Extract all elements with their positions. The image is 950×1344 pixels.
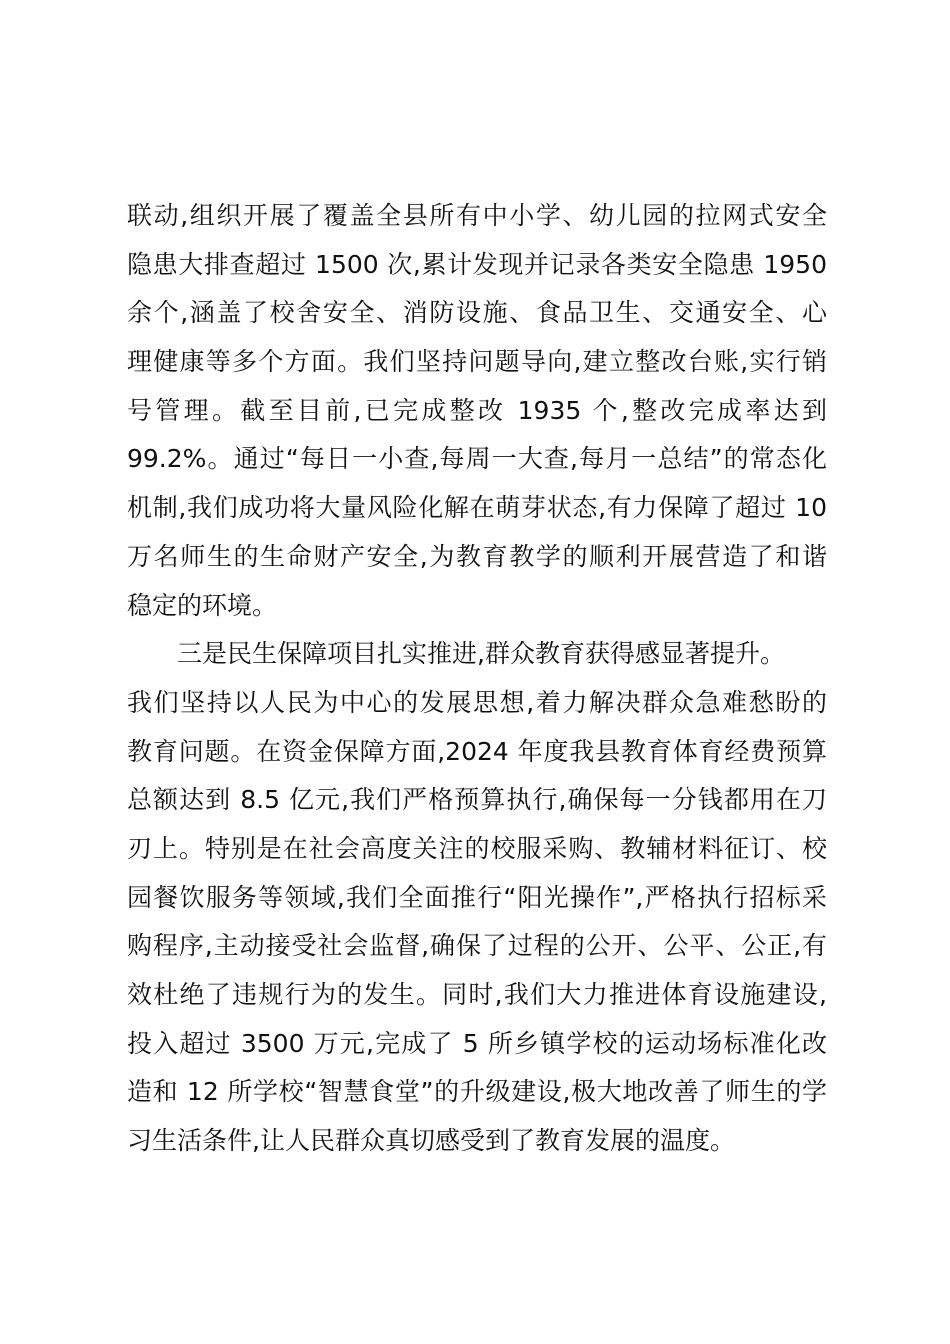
text-line: 号管理。截至目前,已完成整改 1935 个,整改完成率达到 — [127, 395, 827, 425]
document-body — [127, 192, 827, 1166]
text-line: 教育问题。在资金保障方面,2024 年度我县教育体育经费预算 — [127, 736, 827, 766]
text-line: 99.2%。通过“每日一小查,每周一大查,每月一总结”的常态化 — [127, 444, 827, 474]
text-line: 理健康等多个方面。我们坚持问题导向,建立整改台账,实行销 — [127, 347, 827, 377]
text-line: 造和 12 所学校“智慧食堂”的升级建设,极大地改善了师生的学 — [127, 1077, 827, 1107]
text-line: 园餐饮服务等领域,我们全面推行“阳光操作”,严格执行招标采 — [127, 882, 827, 912]
text-line: 万名师生的生命财产安全,为教育教学的顺利开展营造了和谐 — [127, 541, 827, 571]
text-line: 稳定的环境。 — [127, 590, 278, 620]
text-line: 刃上。特别是在社会高度关注的校服采购、教辅材料征订、校 — [127, 833, 827, 863]
text-line: 总额达到 8.5 亿元,我们严格预算执行,确保每一分钱都用在刀 — [127, 785, 827, 815]
text-line: 效杜绝了违规行为的发生。同时,我们大力推进体育设施建设, — [127, 980, 827, 1009]
text-line: 隐患大排查超过 1500 次,累计发现并记录各类安全隐患 1950 — [127, 249, 827, 279]
text-line: 投入超过 3500 万元,完成了 5 所乡镇学校的运动场标准化改 — [127, 1028, 827, 1058]
text-line: 余个,涵盖了校舍安全、消防设施、食品卫生、交通安全、心 — [127, 298, 827, 328]
text-line: 我们坚持以人民为中心的发展思想,着力解决群众急难愁盼的 — [127, 687, 827, 717]
paragraph-2 — [127, 630, 827, 1166]
paragraph-1 — [127, 192, 827, 630]
text-line: 三是民生保障项目扎实推进,群众教育获得感显著提升。 — [177, 639, 785, 669]
text-line: 机制,我们成功将大量风险化解在萌芽状态,有力保障了超过 10 — [127, 493, 827, 523]
text-line: 联动,组织开展了覆盖全县所有中小学、幼儿园的拉网式安全 — [127, 201, 827, 230]
text-line: 购程序,主动接受社会监督,确保了过程的公开、公平、公正,有 — [127, 931, 827, 961]
text-line: 习生活条件,让人民群众真切感受到了教育发展的温度。 — [127, 1126, 735, 1156]
